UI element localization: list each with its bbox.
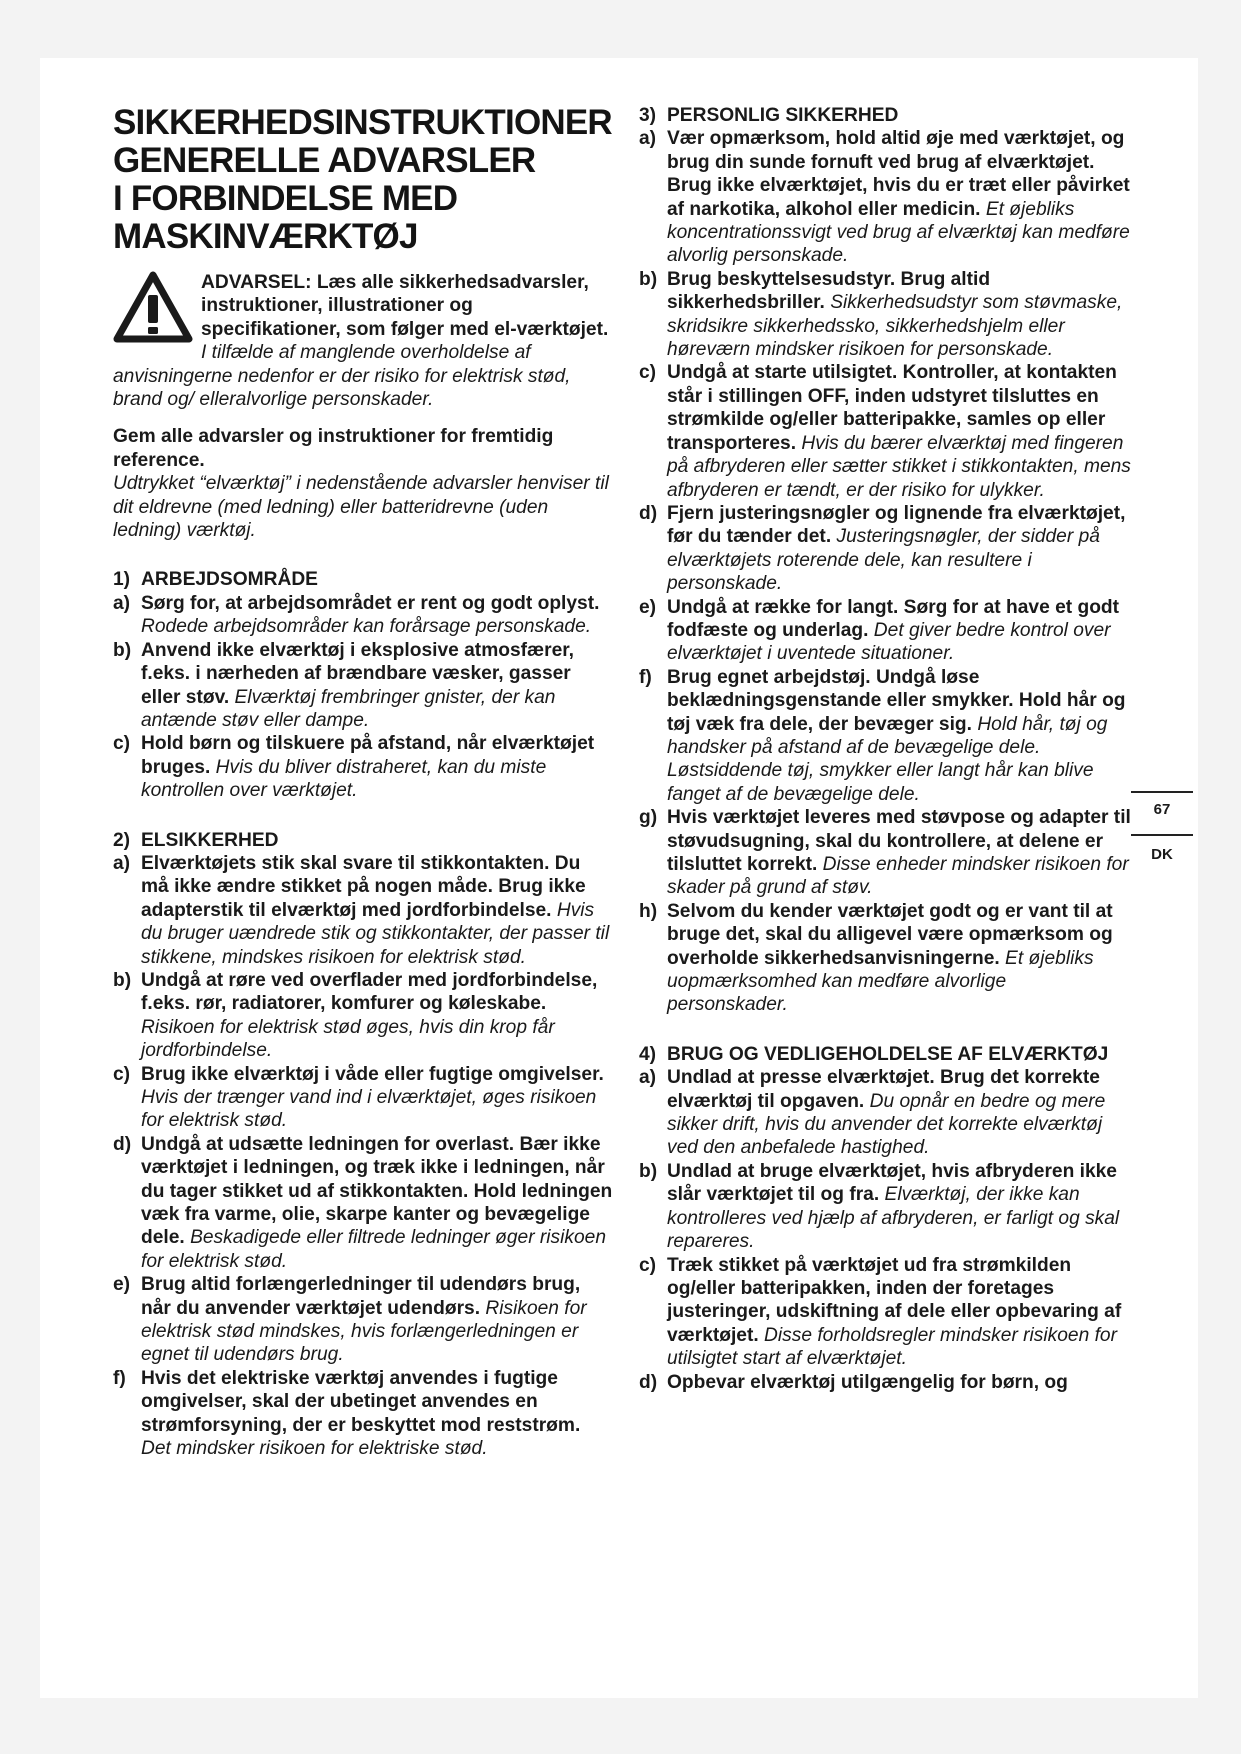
term-note: Udtrykket “elværktøj” i nedenstående advarsler henviser til dit eldrevne (med ledning) eller batteridrevne (uden ledning) værktøj. xyxy=(113,473,609,542)
item-italic-text: Et øjebliks koncentrationssvigt ved brug af elværktøj kan medføre alvorlig personskade. xyxy=(667,198,1130,267)
section-number: 3) xyxy=(639,105,657,126)
item-letter: d) xyxy=(639,1371,658,1393)
list-item xyxy=(113,732,613,802)
list-item xyxy=(113,1063,613,1133)
list-item xyxy=(113,1273,613,1367)
section-number: 4) xyxy=(639,1043,657,1065)
item-text xyxy=(667,900,1131,1017)
list-item xyxy=(639,1371,1131,1394)
item-text xyxy=(667,502,1131,596)
item-italic-text: Risikoen for elektrisk stød øges, hvis din krop får jordforbindelse. xyxy=(141,1016,555,1062)
item-text xyxy=(141,732,613,802)
right-column xyxy=(639,104,1131,1394)
item-italic-text: Du opnår en bedre og mere sikker drift, hvis du anvender det korrekte elværktøj ved den anbefalede hastighed. xyxy=(667,1090,1106,1159)
section-number: 1) xyxy=(113,569,131,591)
side-rule-middle xyxy=(1131,834,1193,836)
item-bold-text: Undgå at starte utilsigtet. Kontroller, at kontakten står i stillingen OFF, inden udstyret tilsluttes en strømkilde og/eller batteripakke, samles op eller transporteres. xyxy=(667,362,1117,454)
list-item xyxy=(639,268,1131,362)
list-item xyxy=(639,1254,1131,1371)
item-italic-text: Det giver bedre kontrol over elværktøjet i uventede situationer. xyxy=(667,619,1111,665)
section-heading xyxy=(639,104,1131,127)
item-text xyxy=(667,268,1131,362)
list-item xyxy=(639,806,1131,900)
item-bold-text: Selvom du kender værktøjet godt og er vant til at bruge det, skal du alligevel være opmærksom og overholde sikkerhedsanvisningerne. xyxy=(667,900,1113,969)
page-title: SIKKERHEDSINSTRUKTIONER GENERELLE ADVARSLER I FORBINDELSE MED MASKINVÆRKTØJ xyxy=(113,103,612,256)
item-italic-text: Hvis du bærer elværktøj med fingeren på afbryderen eller sætter stikket i stikkontakten, mens afbryderen er tændt, er der risiko for ulykker. xyxy=(667,432,1131,501)
list-item xyxy=(639,502,1131,596)
list-item xyxy=(113,639,613,733)
section-title: ELSIKKERHED xyxy=(141,829,279,851)
item-bold-text: Brug altid forlængerledninger til udendørs brug, når du anvender værktøjet udendørs. xyxy=(141,1274,581,1319)
item-bold-text: Anvend ikke elværktøj i eksplosive atmosfærer, f.eks. i nærheden af brændbare væsker, gasser eller støv. xyxy=(141,639,574,708)
item-text xyxy=(667,1254,1131,1371)
item-text xyxy=(141,1133,613,1273)
list-item xyxy=(639,127,1131,267)
item-bold-text: Undlad at presse elværktøjet. Brug det korrekte elværktøj til opgaven. xyxy=(667,1067,1100,1112)
item-text xyxy=(667,806,1131,900)
item-text xyxy=(141,1273,613,1367)
item-text xyxy=(141,639,613,733)
item-bold-text: Hvis det elektriske værktøj anvendes i fugtige omgivelser, skal der ubetinget anvendes en strømforsyning, der er beskyttet mod reststrøm. xyxy=(141,1367,581,1436)
item-text xyxy=(667,666,1131,806)
item-italic-text: Hvis der trænger vand ind i elværktøjet, øges risikoen for elektrisk stød. xyxy=(141,1087,597,1132)
side-rule-top xyxy=(1131,791,1193,793)
item-letter: c) xyxy=(113,733,131,755)
item-text xyxy=(141,592,613,639)
left-column xyxy=(113,104,613,1461)
item-italic-text: Sikkerhedsudstyr som støvmaske, skridsikre sikkerhedssko, sikkerhedshjelm eller høreværn mindsker risikoen for personskade. xyxy=(667,292,1123,361)
item-italic-text: Det mindsker risikoen for elektriske stød. xyxy=(141,1438,488,1460)
list-item xyxy=(639,1160,1131,1254)
section-number: 2) xyxy=(113,829,131,851)
item-bold-text: Brug beskyttelsesudstyr. Brug altid sikkerhedsbriller. xyxy=(667,268,991,314)
item-bold-text: Brug egnet arbejdstøj. Undgå løse beklædningsgenstande eller smykker. Hold hår og tøj væk fra dele, der bevæger sig. xyxy=(667,666,1126,735)
list-item xyxy=(113,969,613,1063)
item-text xyxy=(141,852,613,969)
language-tab: DK xyxy=(1151,846,1173,863)
warning-bold: ADVARSEL: Læs alle sikkerhedsadvarsler, instruktioner, illustrationer og specifikationer, som følger med el-værktøjet. xyxy=(201,272,609,340)
item-bold-text: Fjern justeringsnøgler og lignende fra elværktøjet, før du tænder det. xyxy=(667,502,1126,548)
section-title: PERSONLIG SIKKERHED xyxy=(667,105,899,126)
list-item xyxy=(639,361,1131,501)
item-letter: a) xyxy=(113,592,131,614)
warning-block xyxy=(113,271,613,411)
item-italic-text: Risikoen for elektrisk stød mindskes, hvis forlængerledningen er egnet til udendørs brug. xyxy=(141,1297,587,1366)
item-text xyxy=(667,361,1131,501)
item-bold-text: Vær opmærksom, hold altid øje med værktøjet, og brug din sunde fornuft ved brug af elværktøjet. Brug ikke elværktøjet, hvis du er træt eller påvirket af narkotika, alkohol eller medicin. xyxy=(667,128,1130,220)
page-number: 67 xyxy=(1153,801,1171,818)
item-bold-text: Hold børn og tilskuere på afstand, når elværktøjet bruges. xyxy=(141,733,595,778)
list-item xyxy=(113,852,613,969)
item-text xyxy=(667,596,1131,666)
item-letter: a) xyxy=(113,852,131,874)
item-bold-text: Sørg for, at arbejdsområdet er rent og godt oplyst. xyxy=(141,592,600,614)
item-text xyxy=(141,969,613,1063)
item-letter: c) xyxy=(639,362,657,384)
list-item xyxy=(639,596,1131,666)
item-letter: c) xyxy=(639,1254,657,1276)
item-bold-text: Træk stikket på værktøjet ud fra strømkilden og/eller batteripakken, inden der foretages justeringer, udskiftning af dele eller opbevaring af værktøjet. xyxy=(667,1254,1122,1346)
item-letter: b) xyxy=(113,639,132,661)
item-italic-text: Disse forholdsregler mindsker risikoen for utilsigtet start af elværktøjet. xyxy=(667,1324,1117,1370)
item-letter: h) xyxy=(639,900,658,922)
section-heading xyxy=(113,568,613,591)
item-bold-text: Undlad at bruge elværktøjet, hvis afbryderen ikke slår værktøjet til og fra. xyxy=(667,1160,1117,1206)
item-italic-text: Elværktøj, der ikke kan kontrolleres ved hjælp af afbryderen, er farligt og skal repareres. xyxy=(667,1184,1120,1253)
item-letter: d) xyxy=(113,1133,132,1155)
item-bold-text: Hvis værktøjet leveres med støvpose og adapter til støvudsugning, skal du kontrollere, at delene er tilsluttet korrekt. xyxy=(667,807,1131,875)
item-italic-text: Hvis du bruger uændrede stik og stikkontakter, der passer til stikkene, mindskes risikoen for elektrisk stød. xyxy=(141,899,610,968)
item-italic-text: Justeringsnøgler, der sidder på elværktøjets roterende dele, kan resultere i personskade. xyxy=(667,526,1100,595)
item-bold-text: Undgå at udsætte ledningen for overlast. Bær ikke værktøjet i ledningen, og træk ikke i ledningen, når du tager stikket ud af stikkontakten. Hold ledningen væk fra varme, olie, skarpe kanter og bevægelige dele. xyxy=(141,1133,613,1249)
item-italic-text: Hvis du bliver distraheret, kan du miste kontrollen over værktøjet. xyxy=(141,756,547,802)
item-text xyxy=(667,1371,1131,1394)
section-work-area xyxy=(113,568,613,802)
item-letter: f) xyxy=(639,666,652,688)
item-text xyxy=(141,1367,613,1461)
list-item xyxy=(639,900,1131,1017)
item-text xyxy=(141,1063,613,1133)
item-text xyxy=(667,1160,1131,1254)
item-letter: d) xyxy=(639,502,658,524)
item-letter: a) xyxy=(639,128,657,150)
warning-italic: I tilfælde af manglende overholdelse af anvisningerne nedenfor er der risiko for elektrisk stød, brand og/ elleralvorlige personskader. xyxy=(113,342,571,411)
item-bold-text: Elværktøjets stik skal svare til stikkontakten. Du må ikke ændre stikket på nogen måde. Brug ikke adapterstik til elværktøj med jordforbindelse. xyxy=(141,852,586,921)
item-letter: b) xyxy=(639,1160,658,1182)
list-item xyxy=(639,1066,1131,1160)
list-item xyxy=(113,1367,613,1461)
item-italic-text: Rodede arbejdsområder kan forårsage personskade. xyxy=(141,616,592,638)
item-bold-text: Undgå at røre ved overflader med jordforbindelse, f.eks. rør, radiatorer, komfurer og køleskabe. xyxy=(141,969,598,1015)
item-letter: g) xyxy=(639,807,658,829)
item-letter: b) xyxy=(639,268,658,290)
item-letter: f) xyxy=(113,1367,126,1389)
section-title: ARBEJDSOMRÅDE xyxy=(141,569,318,591)
section-electrical-safety xyxy=(113,829,613,1461)
section-tool-use-and-care xyxy=(639,1043,1131,1394)
section-heading xyxy=(639,1043,1131,1066)
item-italic-text: Et øjebliks uopmærksomhed kan medføre alvorlige personskader. xyxy=(667,947,1094,1016)
item-italic-text: Beskadigede eller filtrede ledninger øger risikoen for elektrisk stød. xyxy=(141,1227,607,1272)
item-italic-text: Disse enheder mindsker risikoen for skader på grund af støv. xyxy=(667,854,1129,899)
item-letter: c) xyxy=(113,1063,131,1085)
warning-triangle-icon xyxy=(113,271,193,351)
save-note: Gem alle advarsler og instruktioner for fremtidig reference. xyxy=(113,426,554,471)
item-bold-text: Opbevar elværktøj utilgængelig for børn, og xyxy=(667,1371,1068,1393)
section-title: BRUG OG VEDLIGEHOLDELSE AF ELVÆRKTØJ xyxy=(667,1043,1109,1065)
item-bold-text: Undgå at række for langt. Sørg for at have et godt fodfæste og underlag. xyxy=(667,596,1120,641)
item-letter: b) xyxy=(113,969,132,991)
item-text xyxy=(667,127,1131,267)
item-italic-text: Elværktøj frembringer gnister, der kan antænde støv eller dampe. xyxy=(141,686,556,731)
item-text xyxy=(667,1066,1131,1160)
section-personal-safety xyxy=(639,104,1131,1017)
item-letter: e) xyxy=(113,1274,131,1296)
item-italic-text: Hold hår, tøj og handsker på afstand af de bevægelige dele. Løstsiddende tøj, smykker eller langt hår kan blive fanget af de bevægelige dele. xyxy=(667,713,1108,805)
item-letter: a) xyxy=(639,1067,657,1089)
item-bold-text: Brug ikke elværktøj i våde eller fugtige omgivelser. xyxy=(141,1063,604,1085)
list-item xyxy=(113,592,613,639)
list-item xyxy=(639,666,1131,806)
list-item xyxy=(113,1133,613,1273)
item-letter: e) xyxy=(639,596,657,618)
section-heading xyxy=(113,829,613,852)
